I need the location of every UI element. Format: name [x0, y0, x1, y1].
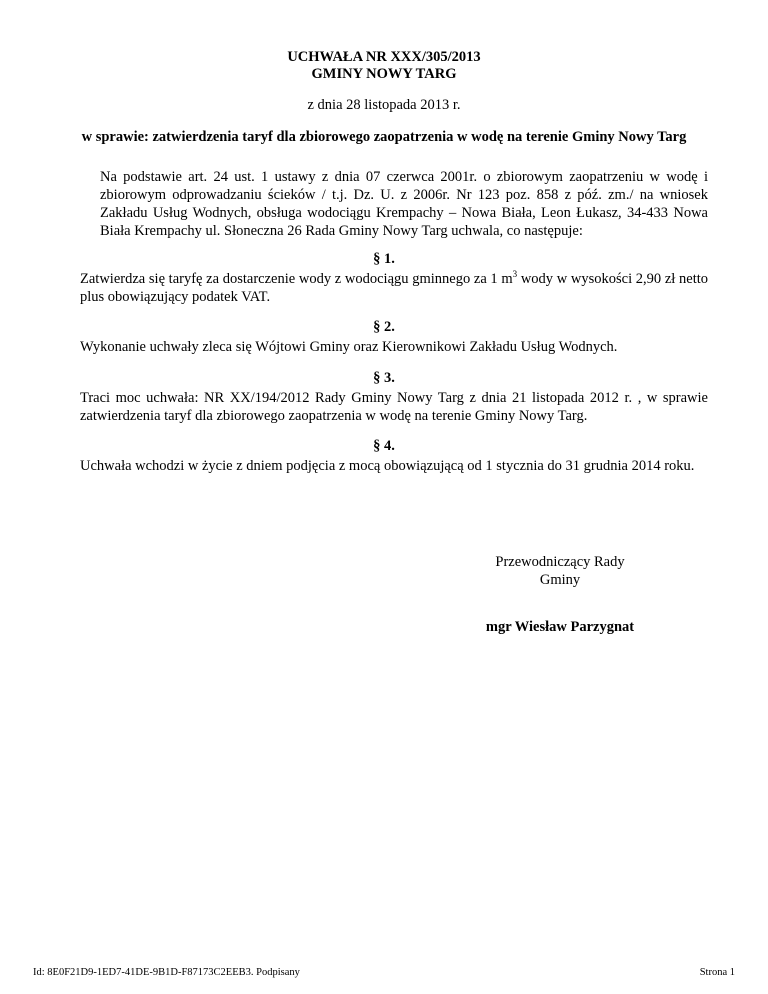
section-heading-3: § 3.	[373, 370, 395, 386]
section-text-3: Traci moc uchwała: NR XX/194/2012 Rady Gminy Nowy Targ z dnia 21 listopada 2012 r. , w sprawie zatwierdzenia taryf dla zbiorowego zaopatrzenia w wodę na terenie Gminy Nowy Targ.	[80, 390, 708, 424]
resolution-issuer: GMINY NOWY TARG	[311, 66, 457, 82]
preamble	[80, 168, 708, 240]
section-text-2: Wykonanie uchwały zleca się Wójtowi Gminy oraz Kierownikowi Zakładu Usług Wodnych.	[80, 339, 618, 355]
section-text-1-part1: Zatwierdza się taryfę za dostarczenie wody z wodociągu gminnego za 1 m	[80, 271, 513, 287]
signature-role-line1: Przewodniczący Rady	[495, 554, 625, 570]
signature-role	[470, 553, 650, 589]
signature-role-line2: Gminy	[539, 572, 581, 588]
resolution-title: UCHWAŁA NR XXX/305/2013	[287, 49, 481, 65]
resolution-date: z dnia 28 listopada 2013 r.	[307, 97, 461, 113]
section-text-1-part2: wody w wysokości 2,90 zł netto plus obowiązujący podatek VAT.	[80, 271, 709, 305]
preamble-text: Na podstawie art. 24 ust. 1 ustawy z dnia 07 czerwca 2001r. o zbiorowym zaopatrzeniu w wodę i zbiorowym odprowadzaniu ścieków / t.j. Dz. U. z 2006r. Nr 123 poz. 858 z póź. zm./ na wniosek Zakładu Usług Wodnych, obsługa wodociągu Krempachy – Nowa Biała, Leon Łukasz, 34-433 Nowa Biała Krempachy ul. Słoneczna 26 Rada Gminy Nowy Targ uchwala, co następuje:	[100, 169, 708, 239]
cubic-superscript: 3	[512, 269, 518, 280]
resolution-subject: w sprawie: zatwierdzenia taryf dla zbiorowego zaopatrzenia w wodę na terenie Gminy Nowy Targ	[81, 129, 687, 145]
section-text-1	[80, 270, 708, 306]
section-heading-1: § 1.	[373, 251, 395, 267]
signatory-name: mgr Wiesław Parzygnat	[485, 619, 635, 635]
footer-page-number: Strona 1	[699, 967, 735, 978]
footer-document-id: Id: 8E0F21D9-1ED7-41DE-9B1D-F87173C2EEB3. Podpisany	[33, 967, 300, 978]
section-heading-2: § 2.	[373, 319, 395, 335]
section-text-4: Uchwała wchodzi w życie z dniem podjęcia z mocą obowiązującą od 1 stycznia do 31 grudnia 2014 roku.	[80, 458, 695, 474]
section-heading-4: § 4.	[373, 438, 395, 454]
